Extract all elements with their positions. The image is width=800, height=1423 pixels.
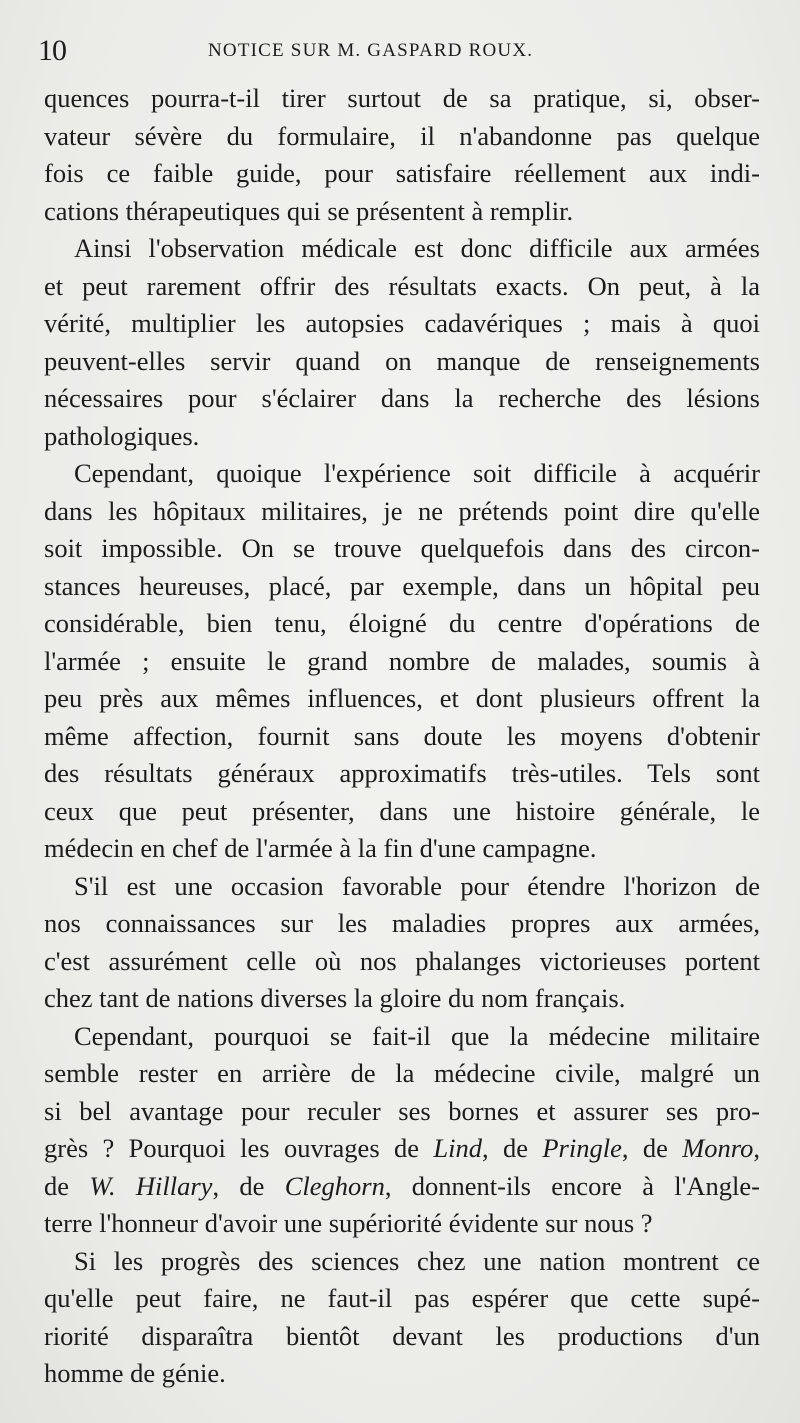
author-name-pringle: Pringle	[542, 1133, 622, 1163]
text-fragment: , de	[212, 1170, 285, 1201]
page-number: 10	[38, 34, 66, 67]
text-line: stances heureuses, placé, par exemple, dans un hôpital peu	[44, 570, 760, 601]
page-header	[38, 34, 760, 70]
text-fragment: grès ? Pourquoi les ouvrages de	[44, 1133, 434, 1163]
text-line: nos connaissances sur les maladies propres aux armées,	[44, 908, 760, 938]
text-line: si bel avantage pour reculer ses bornes et assurer ses pro-	[44, 1095, 760, 1126]
text-line: peuvent-elles servir quand on manque de renseignements	[44, 345, 760, 376]
paragraph-3	[44, 455, 760, 868]
text-line: qu'elle peut faire, ne faut-il pas espérer que cette supé-	[44, 1283, 760, 1313]
author-name-hillary: W. Hillary	[89, 1170, 213, 1201]
text-fragment: , de	[481, 1133, 543, 1163]
text-line: l'armée ; ensuite le grand nombre de malades, soumis à	[44, 645, 760, 676]
text-fragment: de	[44, 1170, 90, 1201]
text-line: Ainsi l'observation médicale est donc difficile aux armées	[74, 233, 760, 263]
text-line: pathologiques.	[44, 420, 200, 451]
text-line: Si les progrès des sciences chez une nation montrent ce	[74, 1245, 760, 1276]
text-line: ceux que peut présenter, dans une histoire générale, le	[44, 795, 760, 826]
text-line-with-names	[44, 1130, 760, 1168]
text-line: vérité, multiplier les autopsies cadavériques ; mais à quoi	[44, 308, 760, 338]
paragraph-5	[44, 1018, 760, 1243]
text-fragment: , de	[621, 1133, 683, 1163]
text-line-with-names	[44, 1168, 760, 1206]
text-line: semble rester en arrière de la médecine civile, malgré un	[44, 1058, 760, 1088]
text-line: S'il est une occasion favorable pour étendre l'horizon de	[74, 870, 760, 901]
text-line: soit impossible. On se trouve quelquefois dans des circon-	[44, 533, 760, 563]
text-line: quences pourra-t-il tirer surtout de sa pratique, si, obser-	[44, 83, 760, 113]
author-name-lind: Lind	[433, 1133, 482, 1163]
text-line: considérable, bien tenu, éloigné du centre d'opérations de	[44, 608, 760, 638]
text-line: terre l'honneur d'avoir une supériorité évidente sur nous ?	[44, 1208, 653, 1238]
text-line: vateur sévère du formulaire, il n'abandonne pas quelque	[44, 120, 760, 151]
text-line: Cependant, quoique l'expérience soit difficile à acquérir	[74, 458, 760, 488]
text-line: peu près aux mêmes influences, et dont plusieurs offrent la	[44, 683, 760, 713]
paragraph-1	[44, 80, 760, 230]
author-name-cleghorn: Cleghorn	[284, 1170, 385, 1201]
text-line: des résultats généraux approximatifs très-utiles. Tels sont	[44, 758, 760, 788]
paragraph-2	[44, 230, 760, 455]
text-line: cations thérapeutiques qui se présentent à remplir.	[44, 195, 574, 226]
paragraph-6	[44, 1243, 760, 1393]
text-line: homme de génie.	[44, 1358, 226, 1388]
paragraph-4	[44, 868, 760, 1018]
text-line: nécessaires pour s'éclairer dans la recherche des lésions	[44, 383, 760, 413]
text-line: et peut rarement offrir des résultats exacts. On peut, à la	[44, 270, 760, 301]
text-line: fois ce faible guide, pour satisfaire réellement aux indi-	[44, 158, 760, 188]
text-fragment: , donnent-ils encore à l'Angle-	[384, 1170, 760, 1201]
text-line: dans les hôpitaux militaires, je ne prétends point dire qu'elle	[44, 495, 760, 526]
body-text	[44, 80, 760, 1393]
text-line: Cependant, pourquoi se fait-il que la médecine militaire	[74, 1020, 760, 1051]
text-line: riorité disparaîtra bientôt devant les productions d'un	[44, 1320, 760, 1351]
running-title: NOTICE SUR M. GASPARD ROUX.	[208, 40, 534, 61]
text-fragment: ,	[753, 1133, 760, 1163]
author-name-monro: Monro	[682, 1133, 754, 1163]
text-line: chez tant de nations diverses la gloire du nom français.	[44, 983, 626, 1013]
text-line: même affection, fournit sans doute les moyens d'obtenir	[44, 720, 760, 751]
text-line: c'est assurément celle où nos phalanges victorieuses portent	[44, 945, 760, 976]
text-line: médecin en chef de l'armée à la fin d'une campagne.	[44, 833, 597, 863]
